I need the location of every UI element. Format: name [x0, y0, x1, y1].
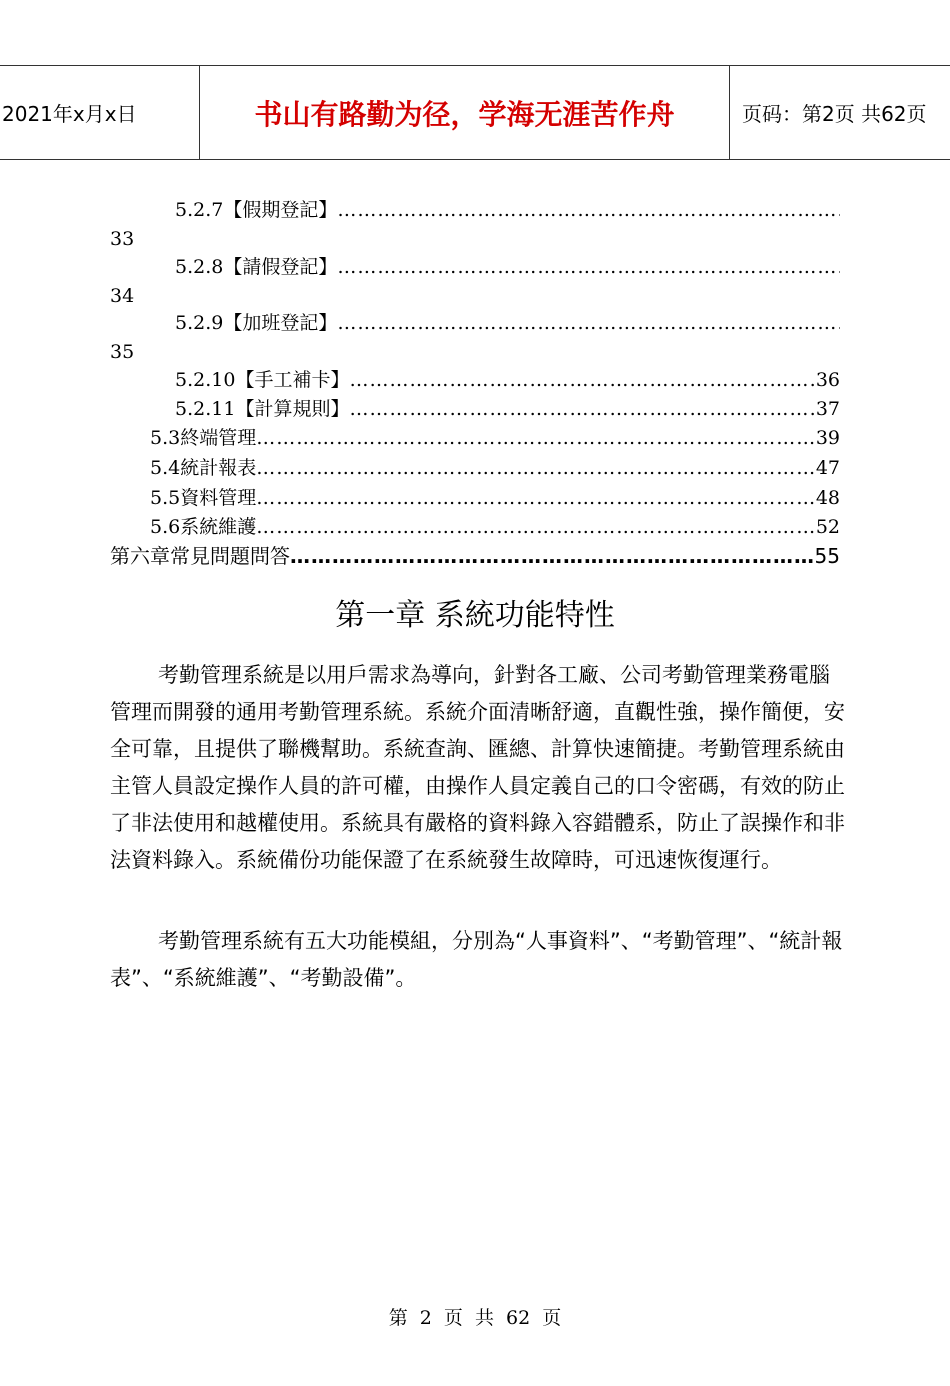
- toc-leader: [256, 484, 814, 512]
- body-paragraph: 考勤管理系統是以用戶需求為導向，針對各工廠、公司考勤管理業務電腦管理而開發的通用考勤管理系統。系統介面清晰舒適，直觀性強，操作簡便，安全可靠，且提供了聯機幫助。系統查詢、匯總、計算快速簡捷。考勤管理系統由主管人員設定操作人員的許可權，由操作人員定義自己的口令密碼，有效的防止了非法使用和越權使用。系統具有嚴格的資料錄入容錯體系，防止了誤操作和非法資料錄入。系統備份功能保證了在系統發生故障時，可迅速恢復運行。: [110, 663, 845, 872]
- toc-leader: [256, 513, 814, 541]
- toc-leader: [349, 366, 813, 394]
- toc-leader: [349, 395, 813, 423]
- toc-page: 37: [815, 398, 840, 420]
- toc-entry-chapter-6[interactable]: [110, 542, 840, 570]
- toc-entry-5-4[interactable]: [150, 454, 840, 482]
- toc-title: 終端管理: [180, 427, 257, 449]
- toc-number: 5.3: [150, 427, 181, 449]
- toc-number: 5.2.9: [175, 312, 224, 334]
- toc-number: 5.4: [150, 457, 181, 479]
- toc-page-5-2-8: 34: [110, 285, 135, 307]
- toc-number: 5.2.8: [175, 256, 224, 278]
- toc-page: 48: [815, 487, 840, 509]
- toc-entry-5-2-8[interactable]: [175, 253, 840, 281]
- toc-entry-5-2-11[interactable]: [175, 395, 840, 423]
- toc-entry-5-5[interactable]: [150, 484, 840, 512]
- toc-number: 5.6: [150, 516, 181, 538]
- toc-title: 【假期登記】: [223, 199, 338, 221]
- toc-number: 5.2.10: [175, 369, 236, 391]
- header-motto: 书山有路勤为径，学海无涯苦作舟: [200, 66, 730, 159]
- toc-leader: [256, 424, 814, 452]
- toc-entry-5-6[interactable]: [150, 513, 840, 541]
- toc-title: 常見問題問答: [170, 544, 290, 568]
- header-page-info: 页码：第2页 共62页: [742, 102, 927, 126]
- toc-entry-5-2-9[interactable]: [175, 309, 840, 337]
- toc-leader: [337, 309, 840, 337]
- body-paragraph: 考勤管理系統有五大功能模組，分別為“人事資料”、“考勤管理”、“統計報表”、“系統維護”、“考勤設備”。: [110, 929, 843, 990]
- toc-title: 【手工補卡】: [235, 369, 350, 391]
- toc-title: 統計報表: [180, 457, 257, 479]
- toc-page-5-2-7: 33: [110, 228, 135, 250]
- toc-title: 【加班登記】: [223, 312, 338, 334]
- toc-entry-5-2-10[interactable]: [175, 366, 840, 394]
- toc-title: 【計算規則】: [235, 398, 350, 420]
- toc-entry-5-2-7[interactable]: [175, 196, 840, 224]
- toc-leader: [337, 253, 840, 281]
- toc-title: 資料管理: [180, 487, 257, 509]
- toc-page: 52: [815, 516, 840, 538]
- toc-number: 第六章: [110, 544, 170, 568]
- toc-leader: [337, 196, 840, 224]
- toc-page: 39: [815, 427, 840, 449]
- toc-leader: [290, 542, 813, 570]
- toc-number: 5.5: [150, 487, 181, 509]
- toc-leader: [256, 454, 814, 482]
- toc-number: 5.2.11: [175, 398, 236, 420]
- toc-page: 47: [815, 457, 840, 479]
- toc-page: 55: [814, 544, 840, 568]
- page-footer: 第 2 页 共 62 页: [388, 1307, 562, 1329]
- toc-page-5-2-9: 35: [110, 341, 135, 363]
- toc-page: 36: [815, 369, 840, 391]
- toc-entry-5-3[interactable]: [150, 424, 840, 452]
- page-header: [0, 65, 950, 160]
- header-date: 2021年x月x日: [0, 66, 200, 159]
- toc-title: 【請假登記】: [223, 256, 338, 278]
- toc-number: 5.2.7: [175, 199, 224, 221]
- toc-title: 系統維護: [180, 516, 257, 538]
- chapter-title: 第一章 系統功能特性: [335, 598, 615, 633]
